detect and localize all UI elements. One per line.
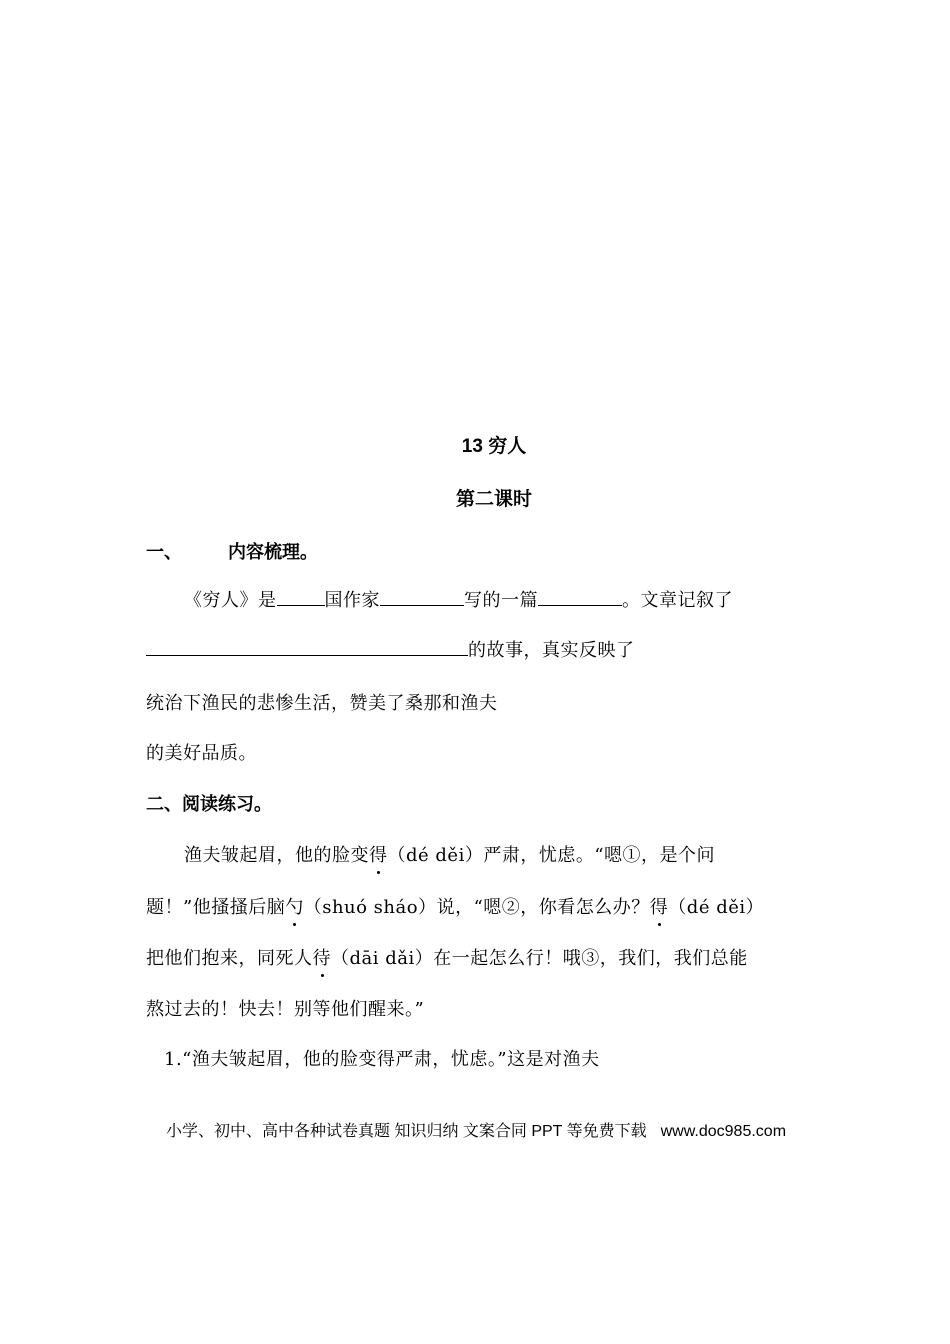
blank-genre[interactable] bbox=[538, 587, 622, 606]
footer-text: 小学、初中、高中各种试卷真题 知识归纳 文案合同 PPT 等免费下载 bbox=[166, 1123, 647, 1140]
passage-line-3: 把他们抱来，同死人待（dāi dǎi）在一起怎么行！哦③，我们，我们总能 bbox=[146, 944, 748, 970]
passage-line-4: 熬过去的！快去！别等他们醒来。” bbox=[146, 999, 425, 1020]
dotted-char: 待 bbox=[313, 944, 332, 970]
blank-story[interactable] bbox=[146, 637, 468, 656]
dotted-char: 勺 bbox=[285, 893, 304, 919]
lesson-title: 13 穷人 bbox=[461, 436, 527, 457]
dotted-char: 得 bbox=[650, 893, 669, 919]
passage-line-2: 题！”他搔搔后脑勺（shuó sháo）说，“嗯②，你看怎么办？得（dé děi） bbox=[146, 893, 764, 919]
dotted-char: 得 bbox=[369, 841, 388, 867]
footer-banner bbox=[166, 1118, 786, 1141]
section1-number: 一、 bbox=[146, 542, 182, 562]
section2-heading: 二、阅读练习。 bbox=[146, 794, 272, 814]
summary-line-3: 统治下渔民的悲惨生活，赞美了桑那和渔夫 bbox=[146, 693, 498, 714]
summary-line-1: 《穷人》是 国作家 写的一篇 。文章记叙了 bbox=[184, 586, 733, 612]
blank-author[interactable] bbox=[380, 587, 464, 606]
section1-title: 内容梳理。 bbox=[228, 542, 318, 562]
passage-line-1: 渔夫皱起眉，他的脸变得（dé děi）严肃，忧虑。“嗯①，是个问 bbox=[184, 841, 715, 867]
summary-line-2: 的故事，真实反映了 bbox=[146, 636, 635, 662]
footer-url[interactable]: www.doc985.com bbox=[660, 1123, 787, 1140]
blank-country[interactable] bbox=[277, 587, 325, 606]
section1-heading bbox=[146, 538, 318, 564]
question-1: 1.“渔夫皱起眉，他的脸变得严肃，忧虑。”这是对渔夫 bbox=[164, 1049, 600, 1070]
summary-line-4: 的美好品质。 bbox=[146, 743, 257, 764]
lesson-subtitle: 第二课时 bbox=[455, 489, 532, 510]
